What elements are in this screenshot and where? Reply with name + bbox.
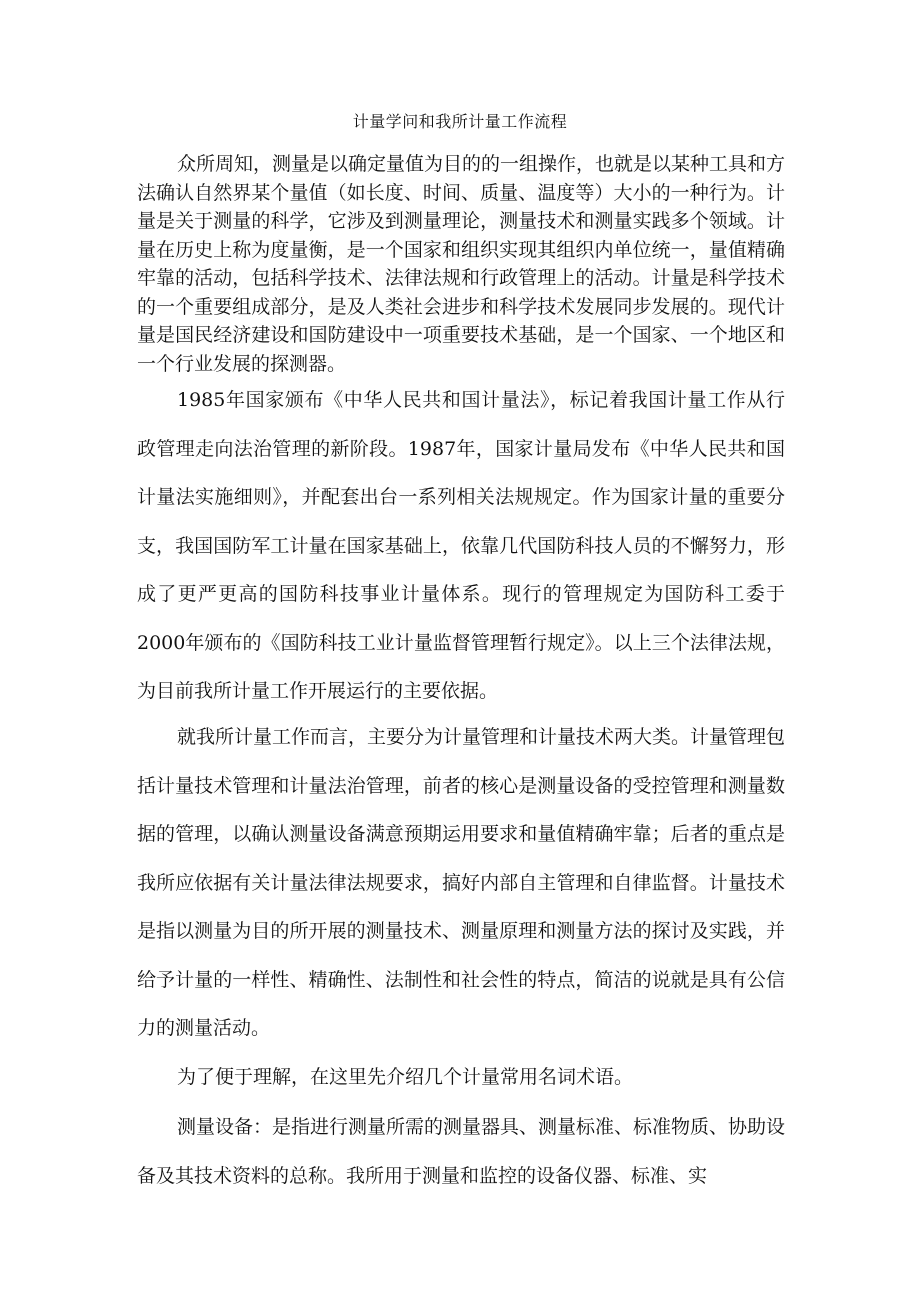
paragraph-metrology-law: 1985年国家颁布《中华人民共和国计量法》，标记着我国计量工作从行政管理走向法治管理的新阶段。1987年，国家计量局发布《中华人民共和国计量法实施细则》，并配套出台一系列相关法规规定。作为国家计量的重要分支，我国国防军工计量在国家基础上，依靠几代国防科技人员的不懈努力，形成了更严更高的国防科技事业计量体系。现行的管理规定为国防科工委于2000年颁布的《国防科技工业计量监督管理暂行规定》。以上三个法律法规，为目前我所计量工作开展运行的主要依据。 [137,389,785,702]
document-title: 计量学问和我所计量工作流程 [352,112,568,131]
paragraph-metrology-work: 就我所计量工作而言，主要分为计量管理和计量技术两大类。计量管理包括计量技术管理和计量法治管理，前者的核心是测量设备的受控管理和测量数据的管理，以确认测量设备满意预期运用要求和量值精确牢靠；后者的重点是我所应依据有关计量法律法规要求，搞好内部自主管理和自律监督。计量技术是指以测量为目的所开展的测量技术、测量原理和测量方法的探讨及实践，并给予计量的一样性、精确性、法制性和社会性的特点，简洁的说就是具有公信力的测量活动。 [137,726,786,1039]
paragraph-measuring-equipment: 测量设备：是指进行测量所需的测量器具、测量标准、标准物质、协助设备及其技术资料的总称。我所用于测量和监控的设备仪器、标准、实 [137,1116,786,1187]
paragraph-measurement-intro: 众所周知，测量是以确定量值为目的的一组操作，也就是以某种工具和方法确认自然界某个量值（如长度、时间、质量、温度等）大小的一种行为。计量是关于测量的科学，它涉及到测量理论，测量技术和测量实践多个领域。计量在历史上称为度量衡，是一个国家和组织实现其组织内单位统一，量值精确牢靠的活动，包括科学技术、法律法规和行政管理上的活动。计量是科学技术的一个重要组成部分，是及人类社会进步和科学技术发展同步发展的。现代计量是国民经济建设和国防建设中一项重要技术基础，是一个国家、一个地区和一个行业发展的探测器。 [137,153,786,375]
paragraph-terms-intro: 为了便于理解，在这里先介绍几个计量常用名词术语。 [177,1066,634,1088]
